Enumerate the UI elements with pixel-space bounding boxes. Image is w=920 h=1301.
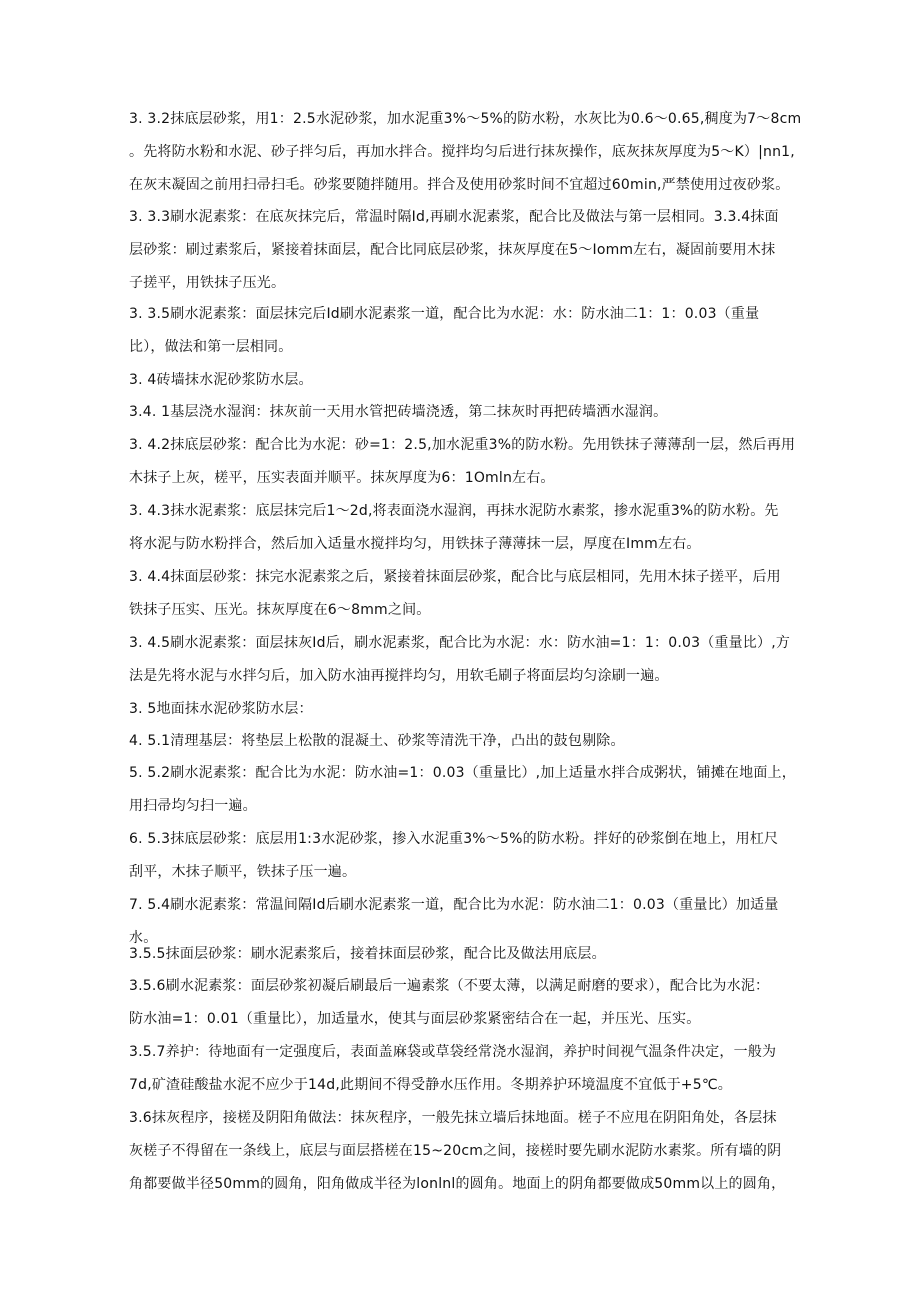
text-line: 在灰末凝固之前用扫帚扫毛。砂浆要随拌随用。拌合及使用砂浆时间不宜超过60min,严禁使用过夜砂浆。	[129, 177, 790, 193]
text-line: 木抹子上灰，槎平，压实表面并顺平。抹灰厚度为6：1Omln左右。	[129, 470, 555, 486]
paragraph-p-3-4-5	[129, 627, 839, 693]
text-line: 4. 5.1清理基层：将垫层上松散的混凝土、砂浆等清洗干净，凸出的鼓包剔除。	[129, 733, 625, 749]
text-line: 用扫帚均匀扫一遍。	[129, 798, 257, 814]
text-line: 3.4. 1基层浇水湿润：抹灰前一天用水管把砖墙浇透，第二抹灰时再把砖墙洒水湿润。	[129, 404, 668, 420]
text-line: 5. 5.2刷水泥素浆：配合比为水泥：防水油=1：0.03（重量比）,加上适量水拌合成粥状，铺摊在地面上，	[129, 765, 796, 781]
text-line: 3. 4砖墙抹水泥砂浆防水层。	[129, 372, 313, 388]
paragraph-p-5-5-2	[129, 757, 839, 823]
text-line: 灰槎子不得留在一条线上，底层与面层搭槎在15~20cm之间，接槎时要先刷水泥防水素浆。所有墙的阴	[129, 1143, 782, 1159]
text-line: 子搓平，用铁抹子压光。	[129, 275, 286, 291]
text-line: 。先将防水粉和水泥、砂子拌匀后，再加水拌合。搅拌均匀后进行抹灰操作，底灰抹灰厚度为5～K）|nn1,	[129, 144, 795, 160]
text-line: 3. 4.5刷水泥素浆：面层抹灰Id后，刷水泥素浆，配合比为水泥：水：防水油=1：1：0.03（重量比）,方	[129, 635, 791, 651]
text-line: 3. 5地面抹水泥砂浆防水层：	[129, 701, 313, 717]
text-line: 6. 5.3抹底层砂浆：底层用1:3水泥砂浆，掺入水泥重3%～5%的防水粉。拌好的砂浆倒在地上，用杠尺	[129, 831, 779, 847]
text-line: 3. 3.2抹底层砂浆，用1：2.5水泥砂浆，加水泥重3%～5%的防水粉，水灰比为0.6～0.65,稠度为7～8cm	[129, 111, 802, 127]
text-line: 角都要做半径50mm的圆角，阳角做成半径为lonlnl的圆角。地面上的阴角都要做成50mm以上的圆角，	[129, 1176, 786, 1192]
text-line: 比），做法和第一层相同。	[129, 339, 293, 355]
paragraph-p-3-5-7	[129, 1036, 839, 1102]
text-line: 3.5.7养护：待地面有一定强度后，表面盖麻袋或草袋经常浇水湿润，养护时间视气温条件决定，一般为	[129, 1044, 777, 1060]
text-line: 7. 5.4刷水泥素浆：常温间隔Id后刷水泥素浆一道，配合比为水泥：防水油二1：0.03（重量比）加适量	[129, 897, 779, 913]
text-line: 3. 3.3刷水泥素浆：在底灰抹完后，常温时隔Id,再刷水泥素浆，配合比及做法与第一层相同。3.3.4抹面	[129, 209, 779, 225]
paragraph-p-3-4-3	[129, 495, 839, 561]
text-line: 铁抹子压实、压光。抹灰厚度在6～8mm之间。	[129, 602, 431, 618]
paragraph-p-6-5-3	[129, 823, 839, 889]
paragraph-p-3-3-2	[129, 103, 839, 202]
paragraph-p-3-5	[129, 693, 839, 726]
text-line: 3. 4.3抹水泥素浆：底层抹完后1～2d,将表面浇水湿润，再抹水泥防水素浆，掺水泥重3%的防水粉。先	[129, 503, 779, 519]
paragraph-p-3-4-1	[129, 396, 839, 429]
text-line: 7d,矿渣硅酸盐水泥不应少于14d,此期间不得受静水压作用。冬期养护环境温度不宜低于+5℃。	[129, 1077, 732, 1093]
paragraph-p-3-4	[129, 364, 839, 397]
text-line: 刮平，木抹子顺平，铁抹子压一遍。	[129, 864, 357, 880]
paragraph-p-4-5-1	[129, 725, 839, 758]
text-line: 3.6抹灰程序，接槎及阴阳角做法：抹灰程序，一般先抹立墙后抹地面。槎子不应甩在阴阳角处，各层抹	[129, 1110, 777, 1126]
paragraph-p-3-4-4	[129, 561, 839, 627]
text-line: 3. 4.4抹面层砂浆：抹完水泥素浆之后，紧接着抹面层砂浆，配合比与底层相同，先用木抹子搓平，后用	[129, 569, 781, 585]
paragraph-p-3-4-2	[129, 429, 839, 495]
paragraph-p-3-3-3	[129, 201, 839, 300]
text-line: 法是先将水泥与水拌匀后，加入防水油再搅拌均匀，用软毛刷子将面层均匀涂刷一遍。	[129, 668, 669, 684]
text-line: 防水油=1：0.01（重量比），加适量水，使其与面层砂浆紧密结合在一起，并压光、压实。	[129, 1011, 701, 1027]
paragraph-p-3-5-6	[129, 970, 839, 1036]
text-line: 水。	[129, 930, 158, 946]
text-line: 3.5.6刷水泥素浆：面层砂浆初凝后刷最后一遍素浆（不要太薄，以满足耐磨的要求），配合比为水泥：	[129, 978, 770, 994]
text-line: 3. 4.2抹底层砂浆：配合比为水泥：砂=1：2.5,加水泥重3%的防水粉。先用铁抹子薄薄刮一层，然后再用	[129, 437, 796, 453]
text-line: 将水泥与防水粉拌合，然后加入适量水搅拌均匀，用铁抹子薄薄抹一层，厚度在Imm左右。	[129, 536, 701, 552]
paragraph-p-3-6	[129, 1102, 839, 1201]
paragraph-p-3-5-5	[129, 938, 839, 971]
text-line: 3.5.5抹面层砂浆：刷水泥素浆后，接着抹面层砂浆，配合比及做法用底层。	[129, 946, 606, 962]
text-line: 层砂浆：刷过素浆后，紧接着抹面层，配合比同底层砂浆，抹灰厚度在5～Iomm左右，凝固前要用木抹	[129, 242, 776, 258]
text-line: 3. 3.5刷水泥素浆：面层抹完后Id刷水泥素浆一道，配合比为水泥：水：防水油二1：1：0.03（重量	[129, 306, 760, 322]
paragraph-p-3-3-5	[129, 298, 839, 364]
